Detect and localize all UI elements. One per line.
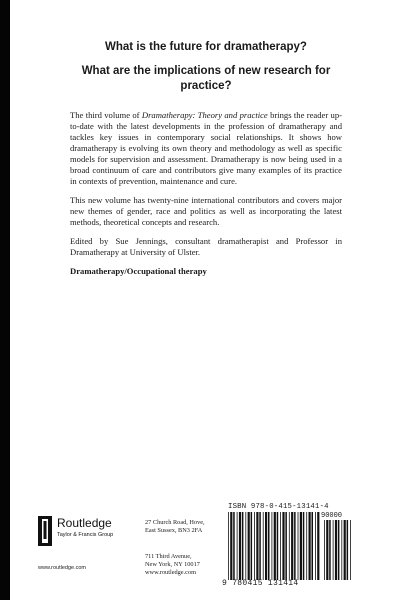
- isbn-label: ISBN 978-0-415-13141-4: [228, 503, 329, 511]
- publisher-logo: [38, 516, 158, 556]
- subject-category: Dramatherapy/Occupational therapy: [70, 266, 207, 276]
- barcode-addon: [324, 520, 352, 580]
- address-uk: [145, 519, 205, 535]
- paragraph-intro: [70, 110, 342, 187]
- intro-rest: brings the reader up-to-date with the latest developments in the profession of dramatherapy and tackles key issues in contemporary social relationships. It shows how dramatherapy is evolving its own theory and methodology as well as specific models for supervision and assessment. Dramatherapy is now being used in a broad continuum of care and contributors give many examples of its practice in contexts of prevention, maintenance and cure.: [70, 110, 342, 186]
- address-line: www.routledge.com: [145, 569, 197, 576]
- barcode-addon-digits: 90000: [321, 512, 343, 520]
- barcode-main: [228, 512, 320, 580]
- address-line: New York, NY 10017: [145, 561, 200, 568]
- logo-group: Taylor & Francis Group: [57, 532, 114, 538]
- book-title: Dramatherapy: Theory and practice: [141, 110, 268, 120]
- address-line: 711 Third Avenue,: [145, 553, 192, 560]
- address-line: East Sussex, BN3 2FA: [145, 527, 203, 534]
- paragraph-contributors: This new volume has twenty-nine international contributors and covers major new themes of gender, race and politics as well as incorporating the latest methods, theoretical concepts and research.: [70, 195, 342, 227]
- logo-name: Routledge: [57, 516, 112, 530]
- blurb: [70, 40, 342, 285]
- paragraph-editor: Edited by Sue Jennings, consultant dramatherapist and Professor in Dramatherapy at University of Ulster.: [70, 236, 342, 257]
- routledge-mark-icon: [38, 516, 52, 546]
- heading-future: What is the future for dramatherapy?: [105, 41, 307, 53]
- address-line: 27 Church Road, Hove,: [145, 519, 205, 526]
- spine-edge: [0, 0, 10, 600]
- heading-implications: What are the implications of new research for practice?: [81, 65, 331, 92]
- barcode-digits: 9 780415 131414: [222, 579, 299, 588]
- website-small: www.routledge.com: [38, 565, 86, 571]
- intro-prefix: The third volume of: [70, 110, 142, 120]
- address-us: [145, 553, 200, 577]
